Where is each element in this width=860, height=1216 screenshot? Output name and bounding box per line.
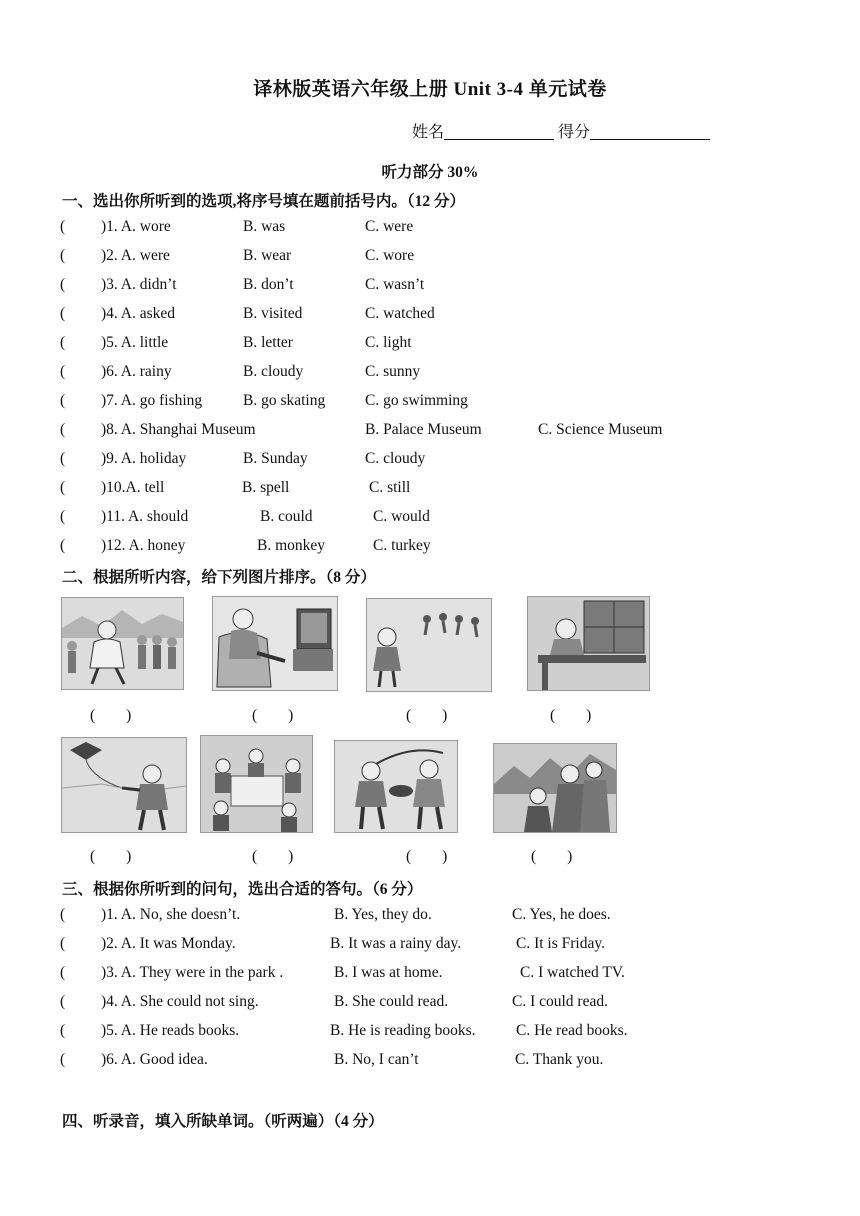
option-c: C. still <box>369 479 411 496</box>
option-b: B. Yes, they do. <box>334 906 432 923</box>
section-2-heading: 二、根据所听内容，给下列图片排序。（8 分） <box>62 569 376 586</box>
name-score-row <box>412 119 710 142</box>
picture-flying-kite-illustration <box>61 737 187 833</box>
answer-paren[interactable]: ( ) <box>406 848 448 865</box>
answer-paren[interactable]: ( ) <box>550 707 592 724</box>
answer-paren[interactable]: ( <box>60 334 66 351</box>
answer-paren[interactable]: ( <box>60 964 66 981</box>
option-c: C. Yes, he does. <box>512 906 611 923</box>
page-title: 译林版英语六年级上册 Unit 3-4 单元试卷 <box>253 79 607 100</box>
answer-paren[interactable]: ( <box>60 421 66 438</box>
option-a: )1. A. wore <box>101 218 171 235</box>
option-c: C. He read books. <box>516 1022 628 1039</box>
option-c: C. light <box>365 334 412 351</box>
answer-paren[interactable]: ( <box>60 935 66 952</box>
option-b: B. She could read. <box>334 993 449 1010</box>
option-a: )10.A. tell <box>101 479 165 496</box>
name-blank[interactable] <box>444 124 554 140</box>
option-c: C. turkey <box>373 537 431 554</box>
option-a: )11. A. should <box>101 508 189 525</box>
option-a: )5. A. He reads books. <box>101 1022 240 1039</box>
option-b: B. spell <box>242 479 290 496</box>
option-b: B. No, I can’t <box>334 1051 419 1068</box>
section-4-heading: 四、听录音，填入所缺单词。（听两遍）（4 分） <box>62 1113 384 1130</box>
option-c: C. I watched TV. <box>520 964 625 981</box>
answer-paren[interactable]: ( ) <box>531 848 573 865</box>
answer-paren[interactable]: ( ) <box>90 848 132 865</box>
score-label: 得分 <box>558 124 591 141</box>
option-c: C. wasn’t <box>365 276 425 293</box>
picture-studying-at-desk-illustration <box>527 596 650 691</box>
option-c: C. cloudy <box>365 450 426 467</box>
picture-hiking-family-illustration <box>493 743 617 833</box>
picture-watching-tv-illustration <box>212 596 338 691</box>
answer-paren[interactable]: ( <box>60 508 66 525</box>
option-a: )2. A. were <box>101 247 170 264</box>
option-c: C. sunny <box>365 363 421 380</box>
picture-girl-calling-illustration <box>366 598 492 692</box>
answer-paren[interactable]: ( <box>60 363 66 380</box>
option-b: B. monkey <box>257 537 326 554</box>
answer-paren[interactable]: ( <box>60 479 66 496</box>
answer-paren[interactable]: ( <box>60 218 66 235</box>
option-c: C. Science Museum <box>538 421 663 438</box>
option-a: )12. A. honey <box>101 537 186 554</box>
answer-paren[interactable]: ( <box>60 1022 66 1039</box>
answer-paren[interactable]: ( <box>60 392 66 409</box>
option-b: B. cloudy <box>243 363 304 380</box>
option-c: C. wore <box>365 247 415 264</box>
option-b: B. I was at home. <box>334 964 443 981</box>
option-a: )9. A. holiday <box>101 450 187 467</box>
name-label: 姓名 <box>412 124 445 141</box>
listening-part-heading: 听力部分 30% <box>381 164 479 181</box>
section-1-heading: 一、选出你所听到的选项,将序号填在题前括号内。（12 分） <box>62 193 466 210</box>
option-c: C. I could read. <box>512 993 608 1010</box>
picture-picnic-illustration <box>200 735 313 833</box>
score-blank[interactable] <box>590 124 710 140</box>
option-c: C. go swimming <box>365 392 468 409</box>
answer-paren[interactable]: ( <box>60 1051 66 1068</box>
option-b: B. was <box>243 218 286 235</box>
option-c: C. were <box>365 218 414 235</box>
picture-fishing-illustration <box>334 740 458 833</box>
option-b: B. letter <box>243 334 293 351</box>
answer-paren[interactable]: ( <box>60 993 66 1010</box>
option-b: B. wear <box>243 247 292 264</box>
option-a: )4. A. She could not sing. <box>101 993 259 1010</box>
option-a: )5. A. little <box>101 334 169 351</box>
section-3-heading: 三、根据你所听到的问句，选出合适的答句。（6 分） <box>62 881 423 898</box>
option-c: C. would <box>373 508 430 525</box>
option-a: )8. A. Shanghai Museum <box>101 421 256 438</box>
option-b: B. It was a rainy day. <box>330 935 462 952</box>
option-a: )3. A. didn’t <box>101 276 177 293</box>
picture-parade-illustration <box>61 597 184 690</box>
answer-paren[interactable]: ( <box>60 537 66 554</box>
option-a: )6. A. Good idea. <box>101 1051 208 1068</box>
option-c: C. It is Friday. <box>516 935 605 952</box>
option-b: B. visited <box>243 305 303 322</box>
answer-paren[interactable]: ( <box>60 305 66 322</box>
option-c: C. watched <box>365 305 435 322</box>
answer-paren[interactable]: ( <box>60 276 66 293</box>
option-b: B. don’t <box>243 276 294 293</box>
option-b: B. Sunday <box>243 450 308 467</box>
answer-paren[interactable]: ( ) <box>406 707 448 724</box>
option-b: B. could <box>260 508 313 525</box>
option-b: B. He is reading books. <box>330 1022 476 1039</box>
option-b: B. Palace Museum <box>365 421 482 438</box>
option-a: )7. A. go fishing <box>101 392 203 409</box>
option-a: )1. A. No, she doesn’t. <box>101 906 241 923</box>
answer-paren[interactable]: ( <box>60 906 66 923</box>
option-b: B. go skating <box>243 392 326 409</box>
answer-paren[interactable]: ( ) <box>252 707 294 724</box>
option-a: )4. A. asked <box>101 305 176 322</box>
option-a: )2. A. It was Monday. <box>101 935 236 952</box>
answer-paren[interactable]: ( <box>60 450 66 467</box>
option-a: )6. A. rainy <box>101 363 172 380</box>
answer-paren[interactable]: ( <box>60 247 66 264</box>
answer-paren[interactable]: ( ) <box>90 707 132 724</box>
answer-paren[interactable]: ( ) <box>252 848 294 865</box>
option-c: C. Thank you. <box>515 1051 604 1068</box>
option-a: )3. A. They were in the park . <box>101 964 284 981</box>
